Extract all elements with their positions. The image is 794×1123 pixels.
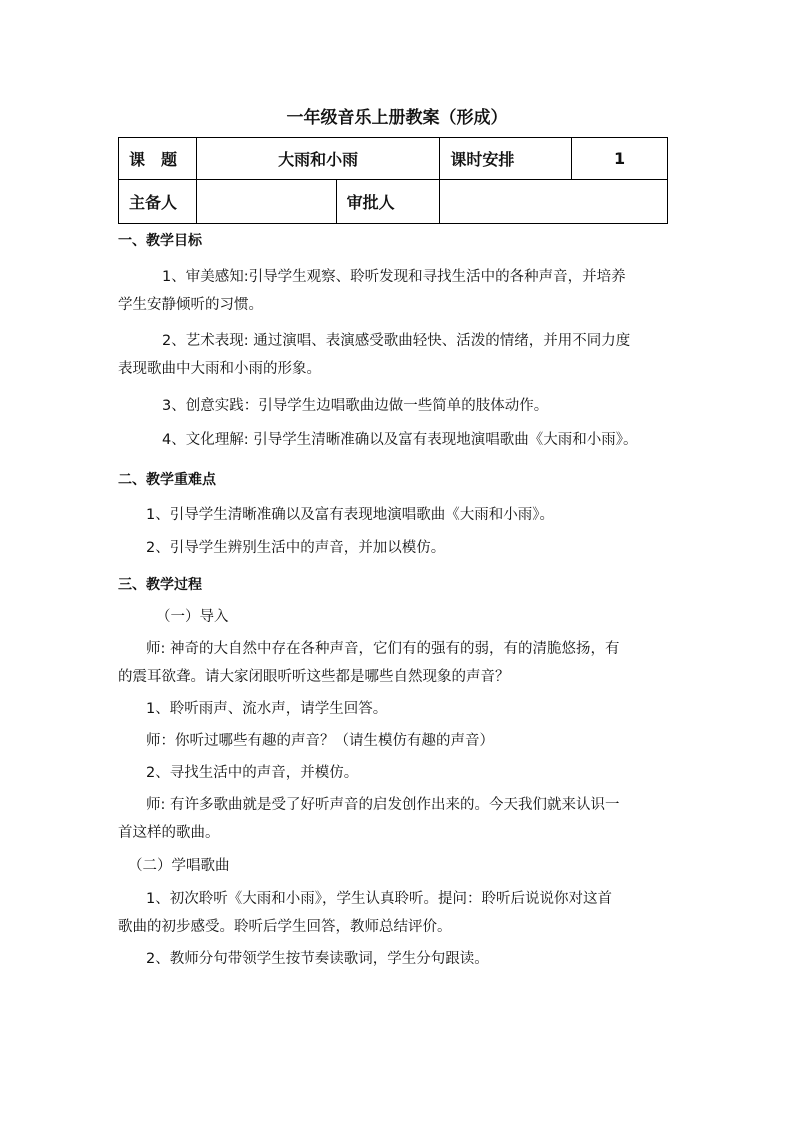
- topic-value: 大雨和小雨: [196, 138, 439, 180]
- section-heading-goals: 一、教学目标: [118, 233, 202, 249]
- preparer-value: [196, 180, 336, 224]
- intro-paragraph-1-line-1: 师: 神奇的大自然中存在各种声音，它们有的强有的弱，有的清脆悠扬，有: [146, 641, 620, 657]
- hours-label: 课时安排: [440, 138, 572, 180]
- intro-paragraph-3-line-1: 师: 有许多歌曲就是受了好听声音的启发创作出来的。今天我们就来认识一: [146, 797, 620, 813]
- intro-paragraph-1-line-2: 的震耳欲聋。请大家闭眼听听这些都是哪些自然现象的声音？: [118, 669, 510, 685]
- table-row: [119, 180, 668, 224]
- goal-2-line-2: 表现歌曲中大雨和小雨的形象。: [118, 361, 321, 377]
- key-point-2: 2、引导学生辨别生活中的声音，并加以模仿。: [146, 540, 446, 556]
- preparer-label: 主备人: [119, 180, 197, 224]
- intro-item-2: 2、寻找生活中的声音，并模仿。: [146, 765, 359, 781]
- table-row: [119, 138, 668, 180]
- section-heading-process: 三、教学过程: [118, 577, 202, 593]
- learn-item-2: 2、教师分句带领学生按节奏读歌词，学生分句跟读。: [146, 951, 489, 967]
- goal-2-line-1: 2、艺术表现: 通过演唱、表演感受歌曲轻快、活泼的情绪，并用不同力度: [162, 333, 631, 349]
- topic-label: 课 题: [119, 138, 197, 180]
- hours-value: 1: [572, 138, 668, 180]
- subsection-heading-learn-song: （二）学唱歌曲: [128, 858, 230, 874]
- document-body: [118, 232, 698, 968]
- approver-value: [440, 180, 668, 224]
- key-point-1: 1、引导学生清晰准确以及富有表现地演唱歌曲《大雨和小雨》。: [146, 507, 554, 523]
- goal-3: 3、创意实践：引导学生边唱歌曲边做一些简单的肢体动作。: [162, 398, 549, 414]
- intro-paragraph-3-line-2: 首这样的歌曲。: [118, 825, 220, 841]
- goal-1-line-1: 1、审美感知:引导学生观察、聆听发现和寻找生活中的各种声音，并培养: [162, 269, 626, 285]
- approver-label: 审批人: [336, 180, 440, 224]
- lesson-info-table: [118, 137, 668, 224]
- learn-item-1-line-2: 歌曲的初步感受。聆听后学生回答，教师总结评价。: [118, 919, 452, 935]
- document-title: 一年级音乐上册教案（形成）: [286, 108, 508, 128]
- intro-paragraph-2: 师：你听过哪些有趣的声音？（请生模仿有趣的声音）: [146, 733, 494, 749]
- intro-item-1: 1、聆听雨声、流水声，请学生回答。: [146, 701, 388, 717]
- learn-item-1-line-1: 1、初次聆听《大雨和小雨》，学生认真聆听。提问：聆听后说说你对这首: [146, 891, 612, 907]
- goal-4: 4、文化理解: 引导学生清晰准确以及富有表现地演唱歌曲《大雨和小雨》。: [162, 432, 638, 448]
- goal-1-line-2: 学生安静倾听的习惯。: [118, 297, 263, 313]
- section-heading-key-points: 二、教学重难点: [118, 472, 216, 488]
- subsection-heading-intro: （一）导入: [156, 609, 229, 625]
